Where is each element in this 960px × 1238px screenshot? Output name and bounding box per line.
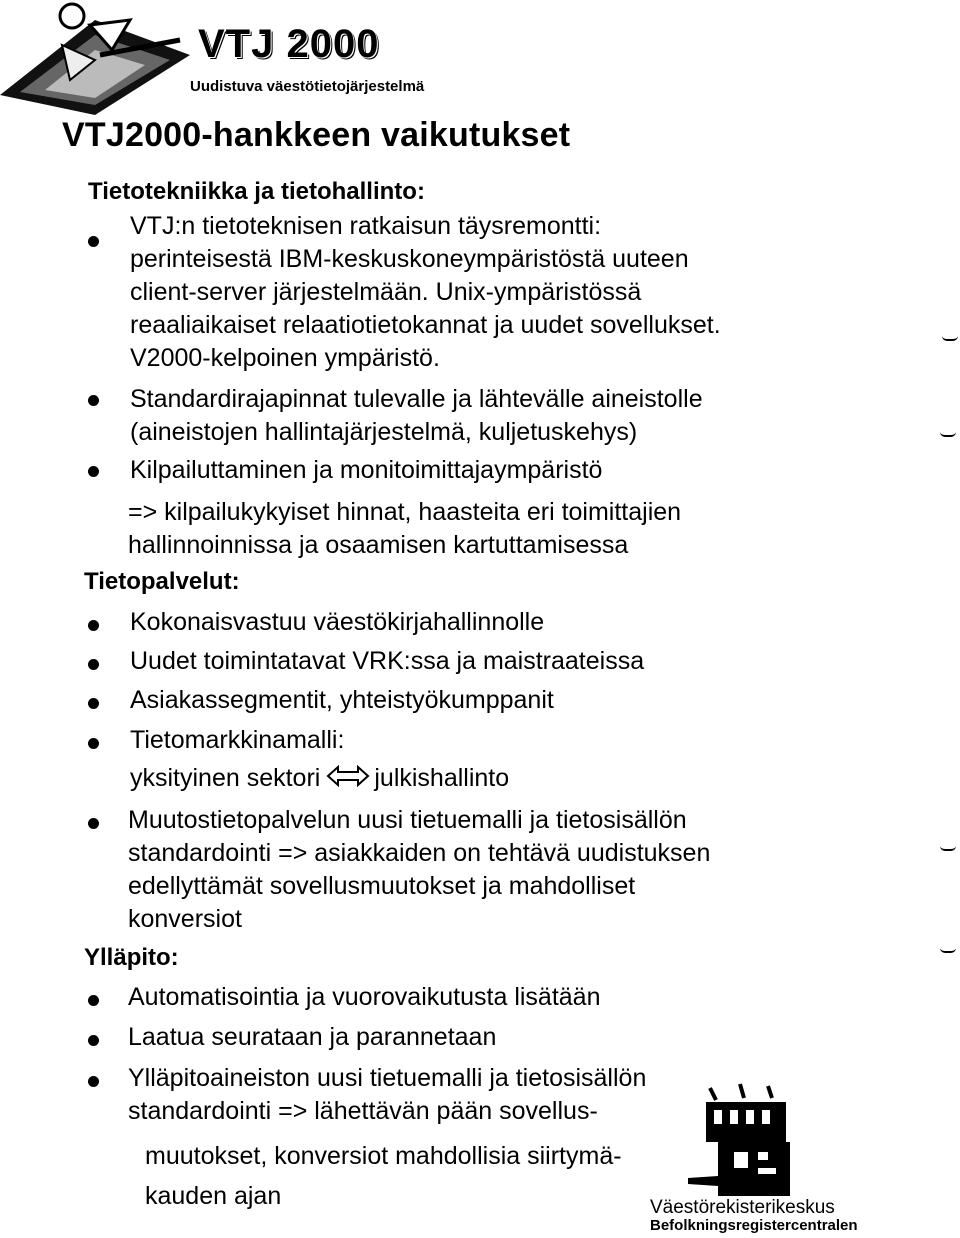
list-item-line: Muutostietopalvelun uusi tietuemalli ja tietosisällön (128, 806, 687, 834)
bullet-icon (88, 620, 99, 631)
list-item (130, 724, 344, 757)
list-item-line: Tietomarkkinamalli: (130, 726, 345, 754)
list-item-line: edellyttämät sovellusmuutokset ja mahdolliset (128, 872, 636, 900)
list-item (130, 684, 554, 717)
note-block (128, 496, 681, 562)
section-heading-tietopalvelut: Tietopalvelut: (84, 568, 240, 595)
list-item-line: Laatua seurataan ja parannetaan (128, 1023, 497, 1051)
list-item (128, 1021, 496, 1054)
list-item-line: Kilpailuttaminen ja monitoimittajaympäristö (130, 456, 603, 484)
note-line: hallinnoinnissa ja osaamisen kartuttamisessa (128, 531, 629, 559)
bullet-icon (88, 659, 99, 670)
list-item-line: konversiot (128, 905, 242, 933)
list-item-line: Ylläpitoaineiston uusi tietuemalli ja tietosisällön (128, 1064, 647, 1092)
logo-title: VTJ 2000 (198, 22, 380, 66)
margin-mark (940, 846, 956, 851)
list-item (128, 804, 710, 936)
bullet-icon (88, 395, 99, 406)
list-item (128, 981, 601, 1014)
list-item-continuation (145, 1136, 622, 1216)
list-item (130, 383, 703, 449)
vrk-name-sv: Befolkningsregistercentralen (650, 1217, 858, 1234)
double-arrow-icon (326, 763, 370, 796)
bullet-icon (88, 236, 99, 247)
list-item-line: standardointi => asiakkaiden on tehtävä uudistuksen (128, 839, 711, 867)
market-right-label: julkishallinto (374, 764, 510, 792)
page-title: VTJ2000-hankkeen vaikutukset (62, 116, 571, 154)
vrk-name-fi: Väestörekisterikeskus (650, 1197, 835, 1218)
bullet-icon (88, 738, 99, 749)
market-left-label: yksityinen sektori (130, 764, 321, 792)
list-item-line: V2000-kelpoinen ympäristö. (130, 344, 440, 372)
list-item-line: Automatisointia ja vuorovaikutusta lisätään (128, 983, 601, 1011)
list-item-line: Asiakassegmentit, yhteistyökumppanit (130, 686, 554, 714)
margin-mark (942, 336, 958, 341)
logo-emblem-icon (0, 0, 200, 120)
list-item (130, 606, 544, 639)
vtj2000-logo (0, 0, 440, 120)
vrk-building-icon (688, 1080, 798, 1200)
bullet-icon (88, 818, 99, 829)
market-model-line (130, 762, 509, 796)
margin-mark (940, 948, 956, 953)
list-item-line: Standardirajapinnat tulevalle ja lähtevälle aineistolle (130, 385, 703, 413)
list-item-line: (aineistojen hallintajärjestelmä, kuljetuskehys) (130, 418, 638, 446)
logo-subtitle: Uudistuva väestötietojärjestelmä (190, 78, 425, 95)
bullet-icon (88, 1076, 99, 1087)
list-item-line: standardointi => lähettävän pään sovellus- (128, 1097, 598, 1125)
list-item (128, 1062, 646, 1128)
bullet-icon (88, 1035, 99, 1046)
list-item (130, 210, 721, 375)
list-item-line: Kokonaisvastuu väestökirjahallinnolle (130, 608, 545, 636)
list-item-line: kauden ajan (145, 1182, 282, 1210)
list-item-line: perinteisestä IBM-keskuskoneympäristöstä uuteen (130, 245, 689, 273)
bullet-icon (88, 466, 99, 477)
list-item (130, 645, 644, 678)
margin-mark (940, 432, 956, 437)
vrk-logo (688, 1080, 798, 1200)
bullet-icon (88, 698, 99, 709)
list-item-line: reaaliaikaiset relaatiotietokannat ja uudet sovellukset. (130, 311, 721, 339)
list-item-line: VTJ:n tietoteknisen ratkaisun täysremontti: (130, 212, 602, 240)
list-item-line: client-server järjestelmään. Unix-ympäristössä (130, 278, 642, 306)
list-item-line: muutokset, konversiot mahdollisia siirtymä- (145, 1142, 622, 1170)
note-line: => kilpailukykyiset hinnat, haasteita eri toimittajien (128, 498, 682, 526)
bullet-icon (88, 995, 99, 1006)
list-item-line: Uudet toimintatavat VRK:ssa ja maistraateissa (130, 647, 645, 675)
section-heading-tietotekniikka: Tietotekniikka ja tietohallinto: (88, 178, 425, 205)
section-heading-yllapito: Ylläpito: (84, 944, 179, 971)
list-item (130, 454, 602, 487)
